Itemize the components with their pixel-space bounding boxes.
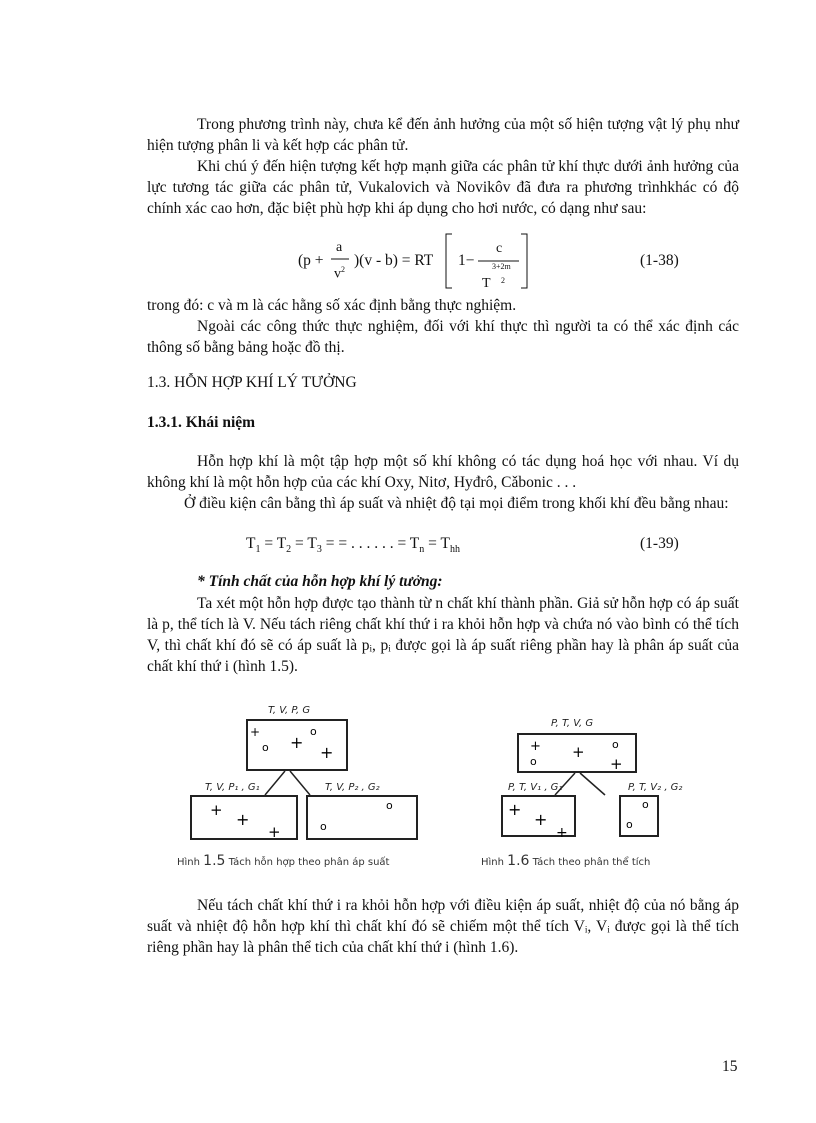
svg-text:o: o (612, 738, 619, 751)
paragraph-equilibrium: Ở điều kiện cân bằng thì áp suất và nhiệt độ tại mọi điểm trong khối khí đều bằng nhau: (184, 495, 729, 512)
paragraph-intro: Trong phương trình này, chưa kể đến ảnh hưởng của một số hiện tượng vật lý phụ như hiện tượng phân li và kết hợp các phân tử. (147, 116, 739, 154)
svg-text:+: + (610, 755, 623, 773)
equation-number-1-38: (1-38) (640, 252, 679, 269)
eq-frac-denominator: $v^2$ (334, 265, 345, 282)
eq-c: c (496, 241, 503, 256)
fig15-left-label: T, V, P₁ , G₁ (205, 782, 260, 793)
svg-text:o: o (320, 820, 327, 833)
paragraph-constants: trong đó: c và m là các hằng số xác định bằng thực nghiệm. (147, 297, 517, 314)
properties-heading: * Tính chất của hỗn hợp khí lý tưởng: (197, 573, 443, 590)
paragraph-partial-pressure: Ta xét một hỗn hợp được tạo thành từ n chất khí thành phần. Giả sử hỗn hợp có áp suất là p, thể tích là V. Nếu tách riêng chất khí thứ i ra khỏi hỗn hợp và chứa nó vào bình có thể tích V, thì chất khí đó sẽ có áp suất là pᵢ, pᵢ được gọi là áp suất riêng phần hay là phân áp suất của chất khí thứ i (hình 1.5). (147, 595, 739, 675)
paragraph-tables: Ngoài các công thức thực nghiệm, đối với khí thực thì người ta có thể xác định các thông số bằng bảng hoặc đồ thị. (147, 318, 739, 356)
fig16-top-label: P, T, V, G (551, 718, 594, 729)
paragraph-definition: Hỗn hợp khí là một tập hợp một số khí không có tác dụng hoá học với nhau. Ví dụ không khí là một hỗn hợp của các khí Oxy, Nitơ, Hyđrô, Cǎbonic . . . (147, 453, 739, 491)
svg-text:o: o (386, 799, 393, 812)
eq-frac-numerator: a (336, 240, 343, 255)
svg-text:+: + (250, 725, 261, 739)
fig15-top-label: T, V, P, G (268, 705, 311, 716)
equation-1-39: $T_1 = T_2 = T_3$ = = . . . . . . = $T_n = T_{hh}$ (246, 535, 460, 556)
svg-text:+: + (210, 801, 223, 819)
eq-lhs-open: (p + (298, 252, 324, 269)
subsection-heading: 1.3.1. Khái niệm (147, 414, 256, 431)
figure-1-6-diagram (490, 685, 690, 850)
eq-one-minus: 1− (458, 252, 475, 269)
eq-exp-numerator: 3+2m (492, 262, 511, 271)
svg-text:o: o (626, 818, 633, 831)
fig16-left-label: P, T, V₁ , G₁ (508, 782, 563, 793)
eq-middle: )(v - b) = RT (354, 252, 434, 269)
svg-text:+: + (572, 743, 585, 761)
section-heading: 1.3. HỖN HỢP KHÍ LÝ TƯỞNG (147, 374, 357, 391)
svg-text:+: + (508, 800, 522, 819)
eq-bracket-lines (320, 230, 550, 292)
eq-T: T (482, 276, 491, 291)
paragraph-partial-volume: Nếu tách chất khí thứ i ra khỏi hỗn hợp với điều kiện áp suất, nhiệt độ của nó bằng áp suất và nhiệt độ hỗn hợp khí thì chất khí đó sẽ chiếm một thể tích Vᵢ, Vᵢ được gọi là thể tích riêng phần hay là phân thể tich của chất khí thứ i (hình 1.6). (147, 897, 739, 956)
svg-text:o: o (310, 725, 317, 738)
page-number: 15 (722, 1058, 738, 1075)
svg-text:o: o (642, 798, 649, 811)
fig15-right-label: T, V, P₂ , G₂ (325, 782, 380, 793)
fig15-caption: Hình 1.5 Tách hỗn hợp theo phân áp suất (177, 853, 390, 869)
equation-number-1-39: (1-39) (640, 535, 679, 552)
svg-text:+: + (530, 739, 541, 754)
svg-text:+: + (534, 810, 548, 829)
svg-text:+: + (556, 825, 568, 841)
svg-text:+: + (290, 733, 304, 752)
svg-text:+: + (268, 823, 281, 841)
fig16-caption: Hình 1.6 Tách theo phân thể tích (481, 853, 651, 869)
svg-text:o: o (530, 755, 537, 768)
svg-text:+: + (320, 743, 334, 762)
eq-exp-denominator: 2 (501, 276, 505, 285)
paragraph-vukalovich: Khi chú ý đến hiện tượng kết hợp mạnh giữa các phân tử khí thực dưới ảnh hưởng của lực tương tác giữa các phân tử, Vukalovich và Novikôv đã đưa ra phương trìnhkhác có độ chính xác cao hơn, đặc biệt phù hợp khi áp dụng cho hơi nước, có dạng như sau: (147, 158, 739, 217)
fig16-right-label: P, T, V₂ , G₂ (628, 782, 683, 793)
svg-text:+: + (236, 810, 250, 829)
svg-text:o: o (262, 741, 269, 754)
